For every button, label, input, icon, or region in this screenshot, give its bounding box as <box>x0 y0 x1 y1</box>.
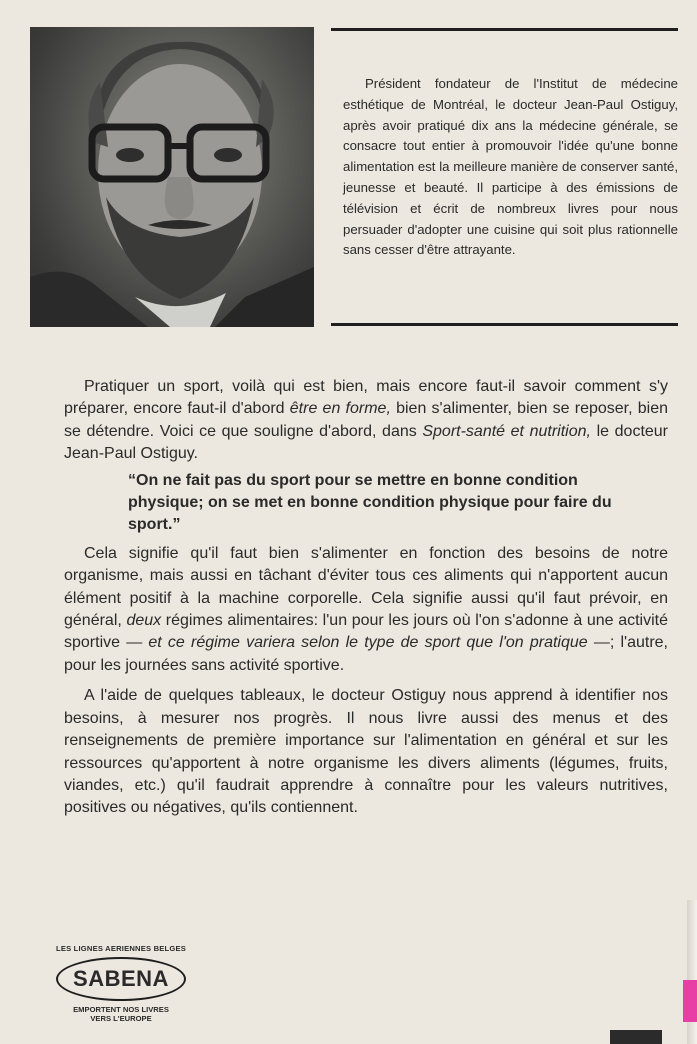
top-rule <box>331 28 678 31</box>
author-bio: Président fondateur de l'Institut de médecine esthétique de Montréal, le docteur Jean-Paul Ostiguy, après avoir pratiqué dix ans la médecine générale, se consacre tout entier à promouvoir l'idée qu'une bonne alimentation est la meilleure manière de conserver santé, jeunesse et beauté. Il participe à des émissions de télévision et écrit de nombreux livres pour nous persuader d'adopter une cuisine qui soit plus rationnelle sans cesser d'être attrayante. <box>343 76 678 258</box>
edge-mark <box>610 1030 662 1044</box>
paragraph-tables: A l'aide de quelques tableaux, le docteur Ostiguy nous apprend à identifier nos besoins, à mesurer nos progrès. Il nous livre aussi des menus et des renseignements de première importance sur l'alimentation en général et sur les ressources qu'apportent à notre organisme les divers aliments (légumes, fruits, viandes, etc.) qu'il faudrait apprendre à connaître pour les valeurs nutritives, positives ou négatives, qu'ils contiennent. <box>64 687 668 817</box>
logo-tagline-top: LES LIGNES AERIENNES BELGES <box>55 944 186 953</box>
paragraph-intro: Pratiquer un sport, voilà qui est bien, mais encore faut-il savoir comment s'y préparer, encore faut-il d'abord être en forme, bien s'alimenter, bien se reposer, bien se détendre. Voici ce que souligne d'abord, dans Sport-santé et nutrition, le docteur Jean-Paul Ostiguy. <box>64 378 669 463</box>
sabena-logo <box>36 944 206 1023</box>
pink-tab <box>683 980 697 1022</box>
bottom-rule <box>331 323 678 326</box>
logo-oval <box>56 957 186 1001</box>
paragraph-diet: Cela signifie qu'il faut bien s'alimenter en fonction des besoins de notre organisme, mais aussi en tâchant d'éviter tous ces aliments qui n'apportent aucun élément positif à la machine corporelle. Cela signifie aussi qu'il faut prévoir, en général, deux régimes alimentaires: l'un pour les jours où l'on s'adonne à une activité sportive — et ce régime variera selon le type de sport que l'on pratique —; l'autre, pour les journées sans activité sportive. <box>64 544 669 674</box>
pull-quote: “On ne fait pas du sport pour se mettre en bonne condition physique; on se met en bonne condition physique pour faire du sport.” <box>128 471 612 534</box>
logo-name: SABENA <box>73 966 169 991</box>
logo-tagline-bottom: EMPORTENT NOS LIVRES VERS L'EUROPE <box>73 1005 169 1023</box>
author-photo <box>30 27 314 327</box>
cover-edge <box>687 900 697 1044</box>
book-description <box>64 376 668 820</box>
